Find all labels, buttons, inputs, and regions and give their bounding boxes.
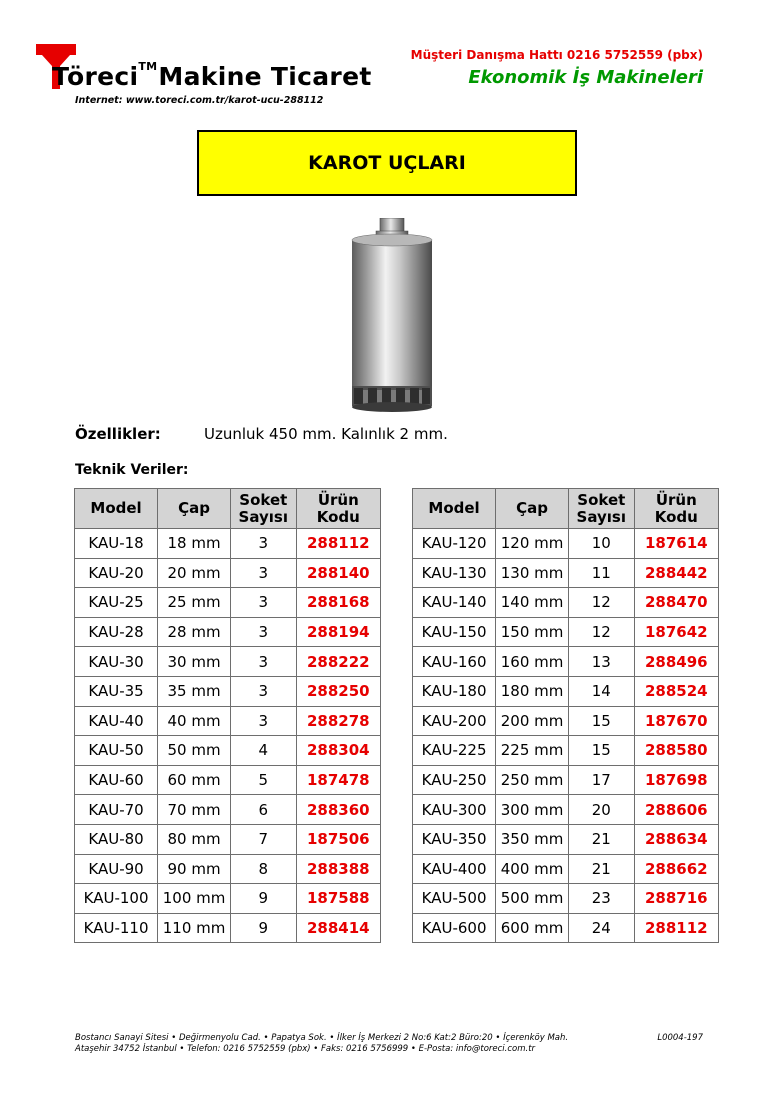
header-model: Model [413, 489, 496, 529]
table-row [75, 558, 381, 588]
diameter-cell: 20 mm [158, 558, 231, 588]
model-cell: KAU-180 [413, 676, 496, 706]
product-code-cell: 288606 [634, 795, 718, 825]
model-cell: KAU-160 [413, 647, 496, 677]
customer-hotline: Müşteri Danışma Hattı 0216 5752559 (pbx) [410, 48, 703, 62]
diameter-cell: 30 mm [158, 647, 231, 677]
diameter-cell: 150 mm [496, 617, 569, 647]
model-cell: KAU-90 [75, 854, 158, 884]
product-code-cell: 187614 [634, 529, 718, 559]
product-code-cell: 288194 [296, 617, 380, 647]
socket-count-cell: 3 [231, 529, 297, 559]
model-cell: KAU-40 [75, 706, 158, 736]
table-row [75, 765, 381, 795]
product-code-cell: 288524 [634, 676, 718, 706]
header-cap: Çap [496, 489, 569, 529]
socket-count-cell: 9 [231, 913, 297, 943]
product-code-cell: 187588 [296, 884, 380, 914]
diameter-cell: 35 mm [158, 676, 231, 706]
table-row [413, 617, 719, 647]
socket-count-cell: 10 [569, 529, 635, 559]
table-row [413, 647, 719, 677]
model-cell: KAU-300 [413, 795, 496, 825]
socket-count-cell: 21 [569, 854, 635, 884]
socket-count-cell: 13 [569, 647, 635, 677]
spec-table-right-body [413, 529, 719, 943]
model-cell: KAU-100 [75, 884, 158, 914]
product-code-cell: 288222 [296, 647, 380, 677]
product-code-cell: 288388 [296, 854, 380, 884]
diameter-cell: 60 mm [158, 765, 231, 795]
diameter-cell: 200 mm [496, 706, 569, 736]
socket-count-cell: 12 [569, 588, 635, 618]
socket-count-cell: 21 [569, 824, 635, 854]
socket-count-cell: 14 [569, 676, 635, 706]
table-row [413, 676, 719, 706]
model-cell: KAU-35 [75, 676, 158, 706]
trademark-mark: TM [138, 60, 158, 73]
model-cell: KAU-110 [75, 913, 158, 943]
table-row [413, 558, 719, 588]
model-cell: KAU-25 [75, 588, 158, 618]
brand-name: Töreci™Makine Ticaret [52, 60, 372, 91]
model-cell: KAU-200 [413, 706, 496, 736]
socket-count-cell: 17 [569, 765, 635, 795]
table-row [75, 884, 381, 914]
product-code-cell: 288112 [296, 529, 380, 559]
model-cell: KAU-250 [413, 765, 496, 795]
internet-address[interactable]: Internet: www.toreci.com.tr/karot-ucu-288112 [75, 95, 324, 106]
product-code-cell: 288662 [634, 854, 718, 884]
socket-count-cell: 24 [569, 913, 635, 943]
features-label: Özellikler: [75, 425, 161, 443]
header-kod: Ürün Kodu [296, 489, 380, 529]
table-row [413, 884, 719, 914]
table-row [413, 854, 719, 884]
product-code-cell: 187670 [634, 706, 718, 736]
product-code-cell: 288580 [634, 736, 718, 766]
socket-count-cell: 5 [231, 765, 297, 795]
table-row [75, 588, 381, 618]
table-row [75, 617, 381, 647]
socket-count-cell: 4 [231, 736, 297, 766]
socket-count-cell: 12 [569, 617, 635, 647]
model-cell: KAU-50 [75, 736, 158, 766]
model-cell: KAU-600 [413, 913, 496, 943]
diameter-cell: 70 mm [158, 795, 231, 825]
model-cell: KAU-20 [75, 558, 158, 588]
diameter-cell: 600 mm [496, 913, 569, 943]
product-code-cell: 288414 [296, 913, 380, 943]
diameter-cell: 25 mm [158, 588, 231, 618]
spec-table-left [74, 488, 381, 943]
product-code-cell: 288634 [634, 824, 718, 854]
diameter-cell: 40 mm [158, 706, 231, 736]
document-number: L0004-197 [657, 1033, 703, 1043]
page-title: KAROT UÇLARI [197, 130, 577, 196]
socket-count-cell: 20 [569, 795, 635, 825]
table-row [75, 736, 381, 766]
table-row [413, 588, 719, 618]
model-cell: KAU-80 [75, 824, 158, 854]
product-code-cell: 288470 [634, 588, 718, 618]
product-code-cell: 187506 [296, 824, 380, 854]
header-soket: Soket Sayısı [231, 489, 297, 529]
product-code-cell: 288360 [296, 795, 380, 825]
socket-count-cell: 9 [231, 884, 297, 914]
header-soket: Soket Sayısı [569, 489, 635, 529]
product-code-cell: 288278 [296, 706, 380, 736]
diameter-cell: 50 mm [158, 736, 231, 766]
product-code-cell: 288716 [634, 884, 718, 914]
company-slogan: Ekonomik İş Makineleri [468, 67, 703, 88]
diameter-cell: 180 mm [496, 676, 569, 706]
model-cell: KAU-400 [413, 854, 496, 884]
socket-count-cell: 3 [231, 647, 297, 677]
model-cell: KAU-150 [413, 617, 496, 647]
product-code-cell: 288442 [634, 558, 718, 588]
model-cell: KAU-130 [413, 558, 496, 588]
table-row [413, 824, 719, 854]
diameter-cell: 90 mm [158, 854, 231, 884]
product-code-cell: 288112 [634, 913, 718, 943]
table-row [75, 706, 381, 736]
socket-count-cell: 3 [231, 588, 297, 618]
model-cell: KAU-60 [75, 765, 158, 795]
table-row [75, 824, 381, 854]
diameter-cell: 120 mm [496, 529, 569, 559]
product-code-cell: 187642 [634, 617, 718, 647]
model-cell: KAU-225 [413, 736, 496, 766]
product-code-cell: 288496 [634, 647, 718, 677]
model-cell: KAU-18 [75, 529, 158, 559]
header-kod: Ürün Kodu [634, 489, 718, 529]
model-cell: KAU-120 [413, 529, 496, 559]
socket-count-cell: 15 [569, 706, 635, 736]
diameter-cell: 100 mm [158, 884, 231, 914]
model-cell: KAU-350 [413, 824, 496, 854]
diameter-cell: 500 mm [496, 884, 569, 914]
model-cell: KAU-70 [75, 795, 158, 825]
footer-address: Bostancı Sanayi Sitesi • Değirmenyolu Cad. • Papatya Sok. • İlker İş Merkezi 2 No:6 Kat:2 Büro:20 • İçerenköy Mah. [75, 1033, 569, 1043]
diameter-cell: 18 mm [158, 529, 231, 559]
model-cell: KAU-30 [75, 647, 158, 677]
socket-count-cell: 3 [231, 617, 297, 647]
footer-contact: Ataşehir 34752 İstanbul • Telefon: 0216 5752559 (pbx) • Faks: 0216 5756999 • E-Posta: info@toreci.com.tr [75, 1044, 536, 1054]
product-code-cell: 187478 [296, 765, 380, 795]
product-code-cell: 288250 [296, 676, 380, 706]
technical-data-label: Teknik Veriler: [75, 462, 189, 478]
model-cell: KAU-500 [413, 884, 496, 914]
table-row [75, 676, 381, 706]
table-row [413, 913, 719, 943]
table-row [75, 854, 381, 884]
table-row [413, 529, 719, 559]
diameter-cell: 250 mm [496, 765, 569, 795]
diameter-cell: 140 mm [496, 588, 569, 618]
diameter-cell: 225 mm [496, 736, 569, 766]
table-header-row [413, 489, 719, 529]
diameter-cell: 28 mm [158, 617, 231, 647]
socket-count-cell: 8 [231, 854, 297, 884]
model-cell: KAU-28 [75, 617, 158, 647]
spec-table-right [412, 488, 719, 943]
socket-count-cell: 3 [231, 676, 297, 706]
diameter-cell: 80 mm [158, 824, 231, 854]
table-row [75, 913, 381, 943]
table-row [413, 706, 719, 736]
socket-count-cell: 3 [231, 558, 297, 588]
spec-table-left-body [75, 529, 381, 943]
core-drill-bit-image [342, 218, 442, 413]
product-code-cell: 288140 [296, 558, 380, 588]
table-row [75, 795, 381, 825]
socket-count-cell: 7 [231, 824, 297, 854]
product-code-cell: 288168 [296, 588, 380, 618]
diameter-cell: 350 mm [496, 824, 569, 854]
socket-count-cell: 3 [231, 706, 297, 736]
product-code-cell: 288304 [296, 736, 380, 766]
diameter-cell: 300 mm [496, 795, 569, 825]
model-cell: KAU-140 [413, 588, 496, 618]
socket-count-cell: 15 [569, 736, 635, 766]
table-row [75, 647, 381, 677]
diameter-cell: 110 mm [158, 913, 231, 943]
table-row [413, 795, 719, 825]
socket-count-cell: 6 [231, 795, 297, 825]
features-value: Uzunluk 450 mm. Kalınlık 2 mm. [204, 425, 448, 443]
table-header-row [75, 489, 381, 529]
socket-count-cell: 23 [569, 884, 635, 914]
product-code-cell: 187698 [634, 765, 718, 795]
diameter-cell: 130 mm [496, 558, 569, 588]
header-cap: Çap [158, 489, 231, 529]
diameter-cell: 400 mm [496, 854, 569, 884]
table-row [413, 765, 719, 795]
table-row [413, 736, 719, 766]
header-model: Model [75, 489, 158, 529]
diameter-cell: 160 mm [496, 647, 569, 677]
table-row [75, 529, 381, 559]
socket-count-cell: 11 [569, 558, 635, 588]
